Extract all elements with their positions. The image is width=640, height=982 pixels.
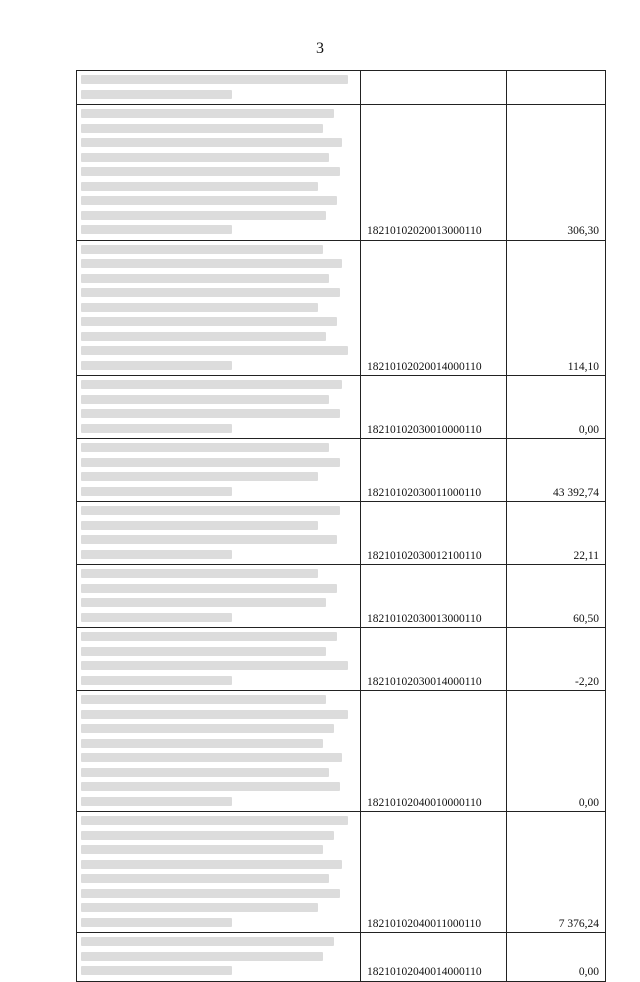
table-row xyxy=(77,439,606,502)
tax-name-line xyxy=(81,874,356,887)
amount-cell: 306,30 xyxy=(507,105,606,241)
tax-name-line xyxy=(81,521,356,534)
table-row xyxy=(77,812,606,933)
amount-cell: 60,50 xyxy=(507,565,606,628)
amount-cell: 43 392,74 xyxy=(507,439,606,502)
tax-name-line xyxy=(81,739,356,752)
tax-name-line xyxy=(81,472,356,485)
tax-name-line xyxy=(81,506,356,519)
tax-name-line xyxy=(81,661,356,674)
budget-classification-code-cell: 18210102030010000110 xyxy=(361,376,507,439)
tax-name-line xyxy=(81,952,356,965)
tax-name-line xyxy=(81,167,356,180)
tax-name-line xyxy=(81,569,356,582)
tax-name-line xyxy=(81,782,356,795)
table-row xyxy=(77,691,606,812)
tax-name-cell xyxy=(77,691,361,812)
tax-name-line xyxy=(81,443,356,456)
tax-name-line xyxy=(81,710,356,723)
tax-name-line xyxy=(81,966,356,979)
tax-name-line xyxy=(81,860,356,873)
tax-name-text-block xyxy=(81,569,356,625)
page-number: 3 xyxy=(316,40,324,57)
budget-classification-code-cell: 18210102030014000110 xyxy=(361,628,507,691)
tax-name-line xyxy=(81,182,356,195)
tax-name-line xyxy=(81,288,356,301)
amount-cell: 114,10 xyxy=(507,240,606,376)
budget-classification-code-cell: 18210102020013000110 xyxy=(361,105,507,241)
table-row xyxy=(77,565,606,628)
tax-name-cell xyxy=(77,240,361,376)
tax-name-line xyxy=(81,937,356,950)
amount-cell: -2,20 xyxy=(507,628,606,691)
tax-name-line xyxy=(81,317,356,330)
amount-cell: 0,00 xyxy=(507,376,606,439)
budget-classification-code-cell: 18210102040011000110 xyxy=(361,812,507,933)
tax-name-line xyxy=(81,153,356,166)
tax-name-line xyxy=(81,550,356,563)
tax-name-line xyxy=(81,395,356,408)
tax-name-text-block xyxy=(81,245,356,374)
tax-name-line xyxy=(81,768,356,781)
tax-name-line xyxy=(81,676,356,689)
tax-name-text-block xyxy=(81,937,356,979)
amount-cell xyxy=(507,71,606,105)
tax-name-cell xyxy=(77,71,361,105)
tax-name-line xyxy=(81,584,356,597)
tax-name-line xyxy=(81,535,356,548)
table-row xyxy=(77,105,606,241)
tax-name-line xyxy=(81,346,356,359)
tax-name-line xyxy=(81,245,356,258)
tax-name-line xyxy=(81,259,356,272)
tax-name-line xyxy=(81,409,356,422)
tax-name-line xyxy=(81,109,356,122)
tax-name-line xyxy=(81,753,356,766)
tax-name-line xyxy=(81,90,356,103)
tax-name-text-block xyxy=(81,816,356,930)
tax-name-line xyxy=(81,124,356,137)
tax-name-cell xyxy=(77,933,361,982)
tax-revenue-table xyxy=(76,70,606,982)
tax-name-line xyxy=(81,845,356,858)
tax-name-line xyxy=(81,211,356,224)
tax-name-line xyxy=(81,724,356,737)
tax-name-line xyxy=(81,196,356,209)
tax-name-line xyxy=(81,487,356,500)
tax-name-text-block xyxy=(81,695,356,809)
tax-name-line xyxy=(81,695,356,708)
table-row xyxy=(77,240,606,376)
tax-name-line xyxy=(81,598,356,611)
table-row xyxy=(77,71,606,105)
budget-classification-code-cell: 18210102030012100110 xyxy=(361,502,507,565)
tax-name-text-block xyxy=(81,75,356,102)
tax-name-cell xyxy=(77,105,361,241)
tax-name-line xyxy=(81,458,356,471)
tax-name-line xyxy=(81,647,356,660)
tax-name-line xyxy=(81,424,356,437)
amount-cell: 22,11 xyxy=(507,502,606,565)
tax-name-cell xyxy=(77,376,361,439)
amount-cell: 7 376,24 xyxy=(507,812,606,933)
tax-name-line xyxy=(81,138,356,151)
tax-name-line xyxy=(81,632,356,645)
tax-name-text-block xyxy=(81,380,356,436)
tax-name-text-block xyxy=(81,443,356,499)
tax-name-line xyxy=(81,361,356,374)
budget-classification-code-cell: 18210102040010000110 xyxy=(361,691,507,812)
tax-name-line xyxy=(81,380,356,393)
tax-name-line xyxy=(81,225,356,238)
tax-name-cell xyxy=(77,439,361,502)
budget-classification-code-cell: 18210102030011000110 xyxy=(361,439,507,502)
table-row xyxy=(77,502,606,565)
tax-name-cell xyxy=(77,628,361,691)
tax-name-line xyxy=(81,303,356,316)
tax-name-text-block xyxy=(81,506,356,562)
budget-classification-code-cell: 18210102030013000110 xyxy=(361,565,507,628)
tax-name-cell xyxy=(77,812,361,933)
budget-classification-code-cell: 18210102020014000110 xyxy=(361,240,507,376)
tax-name-line xyxy=(81,332,356,345)
tax-name-line xyxy=(81,274,356,287)
tax-name-line xyxy=(81,831,356,844)
tax-name-line xyxy=(81,797,356,810)
tax-name-line xyxy=(81,918,356,931)
tax-name-cell xyxy=(77,502,361,565)
tax-name-line xyxy=(81,889,356,902)
amount-cell: 0,00 xyxy=(507,691,606,812)
tax-name-line xyxy=(81,816,356,829)
tax-name-line xyxy=(81,613,356,626)
table-row xyxy=(77,376,606,439)
table-row xyxy=(77,933,606,982)
tax-name-line xyxy=(81,75,356,88)
budget-classification-code-cell: 18210102040014000110 xyxy=(361,933,507,982)
table-row xyxy=(77,628,606,691)
tax-name-text-block xyxy=(81,632,356,688)
tax-name-cell xyxy=(77,565,361,628)
budget-classification-code-cell xyxy=(361,71,507,105)
tax-name-text-block xyxy=(81,109,356,238)
amount-cell: 0,00 xyxy=(507,933,606,982)
